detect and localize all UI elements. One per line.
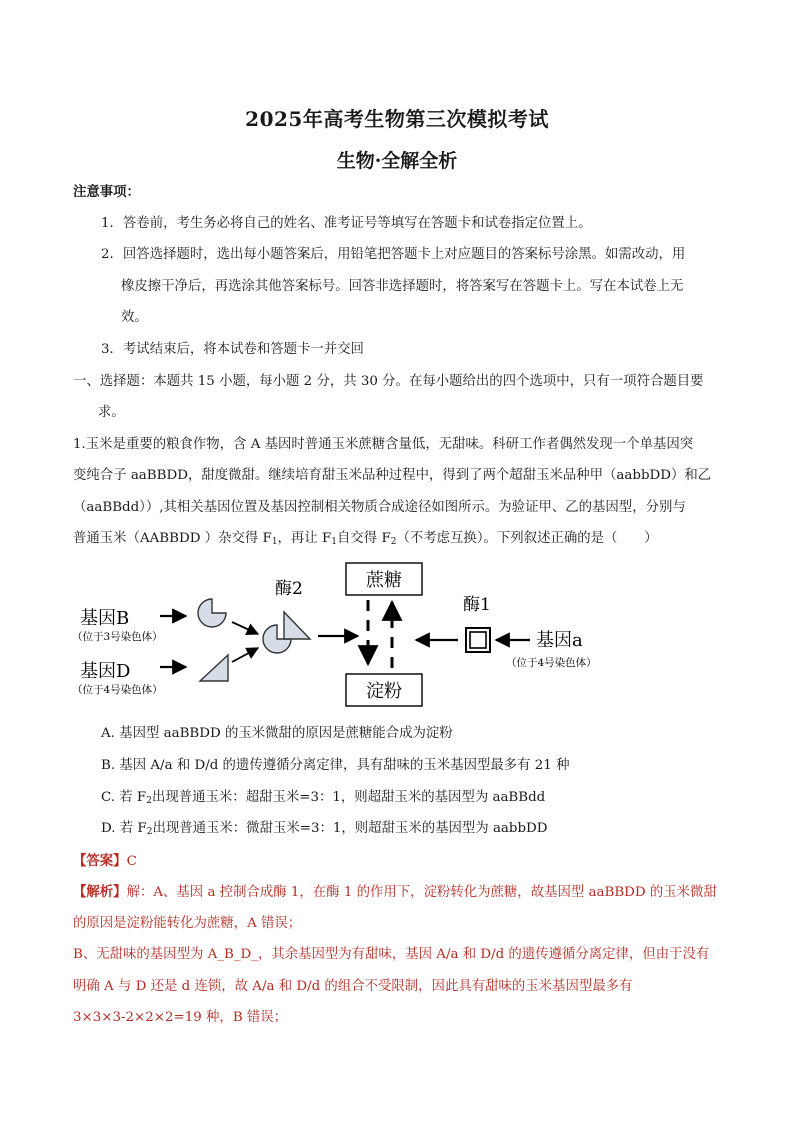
option-a: A. 基因型 aaBBDD 的玉米微甜的原因是蔗糖能合成为淀粉 (101, 726, 453, 741)
page-subtitle: 生物·全解全析 (336, 150, 458, 172)
notice-item-2-line1: 2．回答选择题时，选出每小题答案后，用铅笔把答题卡上对应题目的答案标号涂黑。如需改动，用 (101, 247, 686, 262)
pathway-diagram (70, 560, 630, 715)
question-1-line4: 普通玉米（AABBDD ）杂交得 $F_1$，再让 $F_1$自交得 $F_2$（不考虑互换）。下列叙述正确的是（ ） (73, 531, 658, 547)
notice-item-2-line2: 橡皮擦干净后，再选涂其他答案标号。回答非选择题时，将答案写在答题卡上。写在本试卷上无 (121, 279, 684, 294)
gene-d-label: 基因D (80, 661, 131, 682)
notice-item-3: 3．考试结束后，将本试卷和答题卡一并交回 (101, 342, 364, 357)
enzyme-subunit-d-icon (200, 655, 228, 681)
analysis-line3: B、无甜味的基因型为 A_B_D_，其余基因型为有甜味，基因 A/a 和 D/d 的遗传遵循分离定律，但由于没有 (73, 947, 710, 962)
section-heading-line2: 求。 (98, 405, 125, 420)
gene-a-location: （位于4号染色体） (506, 657, 597, 669)
gene-b-location: （位于3号染色体） (72, 631, 163, 643)
analysis-line2: 的原因是淀粉能转化为蔗糖，A 错误； (73, 916, 302, 931)
gene-b-label: 基因B (80, 608, 130, 629)
page-title: 2025年高考生物第三次模拟考试 (245, 107, 549, 131)
starch-label: 淀粉 (366, 681, 402, 702)
option-c: C. 若 $F_2$出现普通玉米：超甜玉米=3：1，则超甜玉米的基因型为 aaBBdd (101, 790, 546, 806)
sucrose-label: 蔗糖 (366, 570, 402, 591)
notice-item-1: 1．答卷前，考生务必将自己的姓名、准考证号等填写在答题卡和试卷指定位置上。 (101, 216, 592, 231)
enzyme-1-label: 酶1 (463, 595, 491, 615)
enzyme-subunit-b-icon (198, 599, 226, 627)
notice-item-2-line3: 效。 (121, 310, 148, 325)
option-d: D. 若 $F_2$出现普通玉米：微甜玉米=3：1，则超甜玉米的基因型为 aabbDD (101, 821, 548, 837)
gene-a-label: 基因a (536, 630, 583, 651)
notice-heading: 注意事项： (73, 184, 140, 200)
analysis-line4: 明确 A 与 D 还是 d 连锁，故 A/a 和 D/d 的组合不受限制，因此具有甜味的玉米基因型最多有 (73, 979, 633, 994)
question-1-line3: （aaBBdd））,其相关基因位置及基因控制相关物质合成途径如图所示。为验证甲、乙的基因型，分别与 (73, 500, 686, 515)
analysis-line5: 3×3×3-2×2×2=19 种，B 错误； (73, 1010, 288, 1025)
answer: 【答案】C (73, 853, 137, 869)
question-1-line2: 变纯合子 aaBBDD，甜度微甜。继续培育甜玉米品种过程中，得到了两个超甜玉米品种甲（aabbDD）和乙 (73, 468, 712, 483)
gene-d-location: （位于4号染色体） (72, 684, 163, 696)
question-1-line1: 1.玉米是重要的粮食作物，含 A 基因时普通玉米蔗糖含量低，无甜味。科研工作者偶然发现一个单基因突 (73, 437, 694, 452)
analysis-line1: 【解析】解：A、基因 a 控制合成酶 1，在酶 1 的作用下，淀粉转化为蔗糖，故基因型 aaBBDD 的玉米微甜 (73, 884, 717, 900)
enzyme-2-label: 酶2 (275, 579, 303, 599)
option-b: B. 基因 A/a 和 D/d 的遗传遵循分离定律，具有甜味的玉米基因型最多有 21 种 (101, 758, 570, 773)
section-heading-line1: 一、选择题：本题共 15 小题，每小题 2 分，共 30 分。在每小题给出的四个选项中，只有一项符合题目要 (73, 374, 704, 389)
